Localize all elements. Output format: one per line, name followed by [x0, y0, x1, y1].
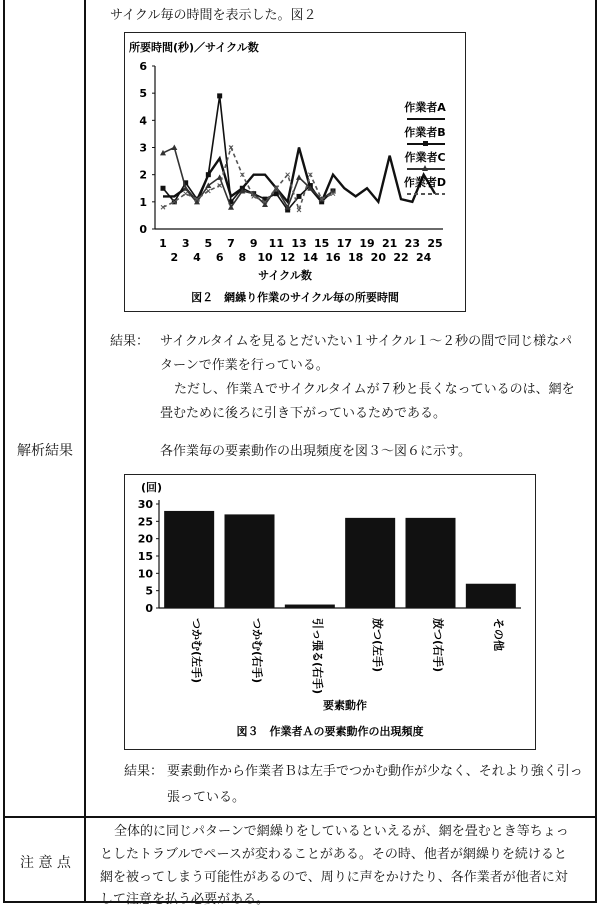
result1-line3: ただし、作業Ａでサイクルタイムが７秒と長くなっているのは、網を [174, 382, 575, 397]
category-label: その他 [491, 618, 505, 651]
x-tick-label: 15 [314, 237, 330, 250]
data-point [161, 186, 166, 191]
legend-label: 作業者A [404, 101, 446, 114]
x-tick-label: 25 [427, 237, 443, 250]
x-tick-label: 12 [280, 251, 296, 264]
y-tick-label: 3 [139, 141, 147, 155]
result1-line1: サイクルタイムを見るとだいたい１サイクル１～２秒の間で同じ様なパ [160, 334, 573, 349]
x-tick-label: 2 [170, 251, 179, 264]
figure-caption: 図２ 網繰り作業のサイクル毎の所要時間 [191, 291, 399, 304]
figure3 [124, 474, 536, 750]
y-tick-label: 0 [145, 602, 153, 615]
data-point [184, 192, 188, 196]
data-point [206, 189, 210, 193]
category-label: 引っ張る(右手) [310, 618, 324, 695]
data-point [217, 93, 222, 98]
x-tick-label: 18 [348, 251, 364, 264]
x-tick-label: 10 [257, 251, 273, 264]
bar [225, 514, 275, 608]
category-label: つかむ(右手) [250, 618, 264, 684]
bar [164, 511, 214, 608]
category-label: つかむ(左手) [190, 618, 204, 684]
data-point [286, 173, 290, 177]
y-tick-label: 0 [139, 223, 147, 236]
x-tick-label: 22 [393, 251, 409, 264]
x-axis-label: 要素動作 [323, 699, 367, 712]
x-tick-label: 7 [227, 237, 235, 250]
y-tick-label: 10 [137, 567, 153, 581]
y-tick-label: 6 [139, 60, 147, 73]
bar [345, 518, 395, 608]
y-tick-label: 5 [145, 584, 153, 598]
notes-line1: 全体的に同じパターンで網繰りをしているといえるが、網を畳むとき等ちょっ [114, 824, 569, 839]
x-tick-label: 9 [249, 237, 258, 250]
category-label: 放つ(右手) [431, 618, 445, 673]
x-tick-label: 20 [370, 251, 386, 264]
x-tick-label: 11 [268, 237, 284, 250]
y-tick-label: 2 [139, 168, 147, 182]
bar-chart [125, 475, 535, 749]
x-tick-label: 21 [382, 237, 398, 250]
result2-line1: 要素動作から作業者Ｂは左手でつかむ動作が少なく、それより強く引っ [167, 764, 583, 779]
y-tick-label: 4 [139, 114, 147, 128]
x-tick-label: 16 [325, 251, 341, 264]
legend-label: 作業者D [403, 176, 447, 189]
legend-label: 作業者C [404, 151, 446, 164]
legend-label: 作業者B [404, 126, 446, 139]
x-axis-label: サイクル数 [258, 269, 312, 282]
result1-line4: 畳むために後ろに引き下がっているためである。 [160, 406, 447, 421]
figure-caption: 図３ 作業者Ａの要素動作の出現頻度 [236, 725, 424, 738]
result2-label: 結果： [124, 764, 164, 779]
notes-line4: して注意を払う必要がある。 [100, 892, 270, 907]
bar [406, 518, 456, 608]
x-tick-label: 3 [181, 237, 190, 250]
y-tick-label: 1 [139, 195, 147, 209]
y-tick-label: 15 [137, 550, 153, 563]
result2-line2: 張っている。 [167, 790, 246, 805]
y-tick-label: 20 [137, 532, 153, 546]
legend-marker [423, 141, 428, 146]
x-tick-label: 24 [416, 251, 432, 264]
x-tick-label: 1 [159, 237, 167, 250]
row-divider [3, 816, 597, 818]
x-tick-label: 5 [204, 237, 213, 250]
result1-line2: ターンで作業を行っている。 [160, 358, 329, 373]
x-tick-label: 17 [336, 237, 352, 250]
result1-label: 結果： [110, 334, 150, 349]
x-tick-label: 19 [359, 237, 375, 250]
data-point [296, 174, 302, 180]
x-tick-label: 13 [291, 237, 307, 250]
x-tick-label: 6 [215, 251, 224, 264]
line-chart [125, 33, 465, 311]
notes-line3: 網を被ってしまう可能性があるので、周りに声をかけたり、各作業者が他者に対 [100, 870, 568, 885]
data-point [171, 145, 177, 151]
analysis-row-label: 解析結果 [17, 443, 73, 459]
figure2 [124, 32, 466, 312]
category-label: 放つ(左手) [371, 618, 385, 673]
notes-row-label: 注 意 点 [20, 855, 71, 871]
intro-text: サイクル毎の時間を表示した。図２ [110, 8, 317, 23]
data-point [297, 194, 302, 199]
column-divider [84, 0, 86, 903]
y-tick-label: 5 [139, 87, 147, 101]
y-tick-label: 30 [137, 498, 153, 511]
bar [466, 584, 516, 608]
x-tick-label: 8 [238, 251, 247, 264]
y-axis-unit: (回) [141, 481, 163, 494]
data-point [206, 172, 211, 177]
bar [285, 605, 335, 608]
freq-text: 各作業毎の要素動作の出現頻度を図３～図６に示す。 [160, 444, 471, 459]
chart-title: 所要時間(秒)／サイクル数 [129, 41, 259, 54]
x-tick-label: 14 [302, 251, 318, 264]
y-tick-label: 25 [137, 515, 153, 529]
notes-line2: としたトラブルでペースが変わることがある。その時、他者が網繰りを続けると [100, 847, 567, 862]
x-tick-label: 23 [404, 237, 420, 250]
x-tick-label: 4 [193, 251, 201, 264]
